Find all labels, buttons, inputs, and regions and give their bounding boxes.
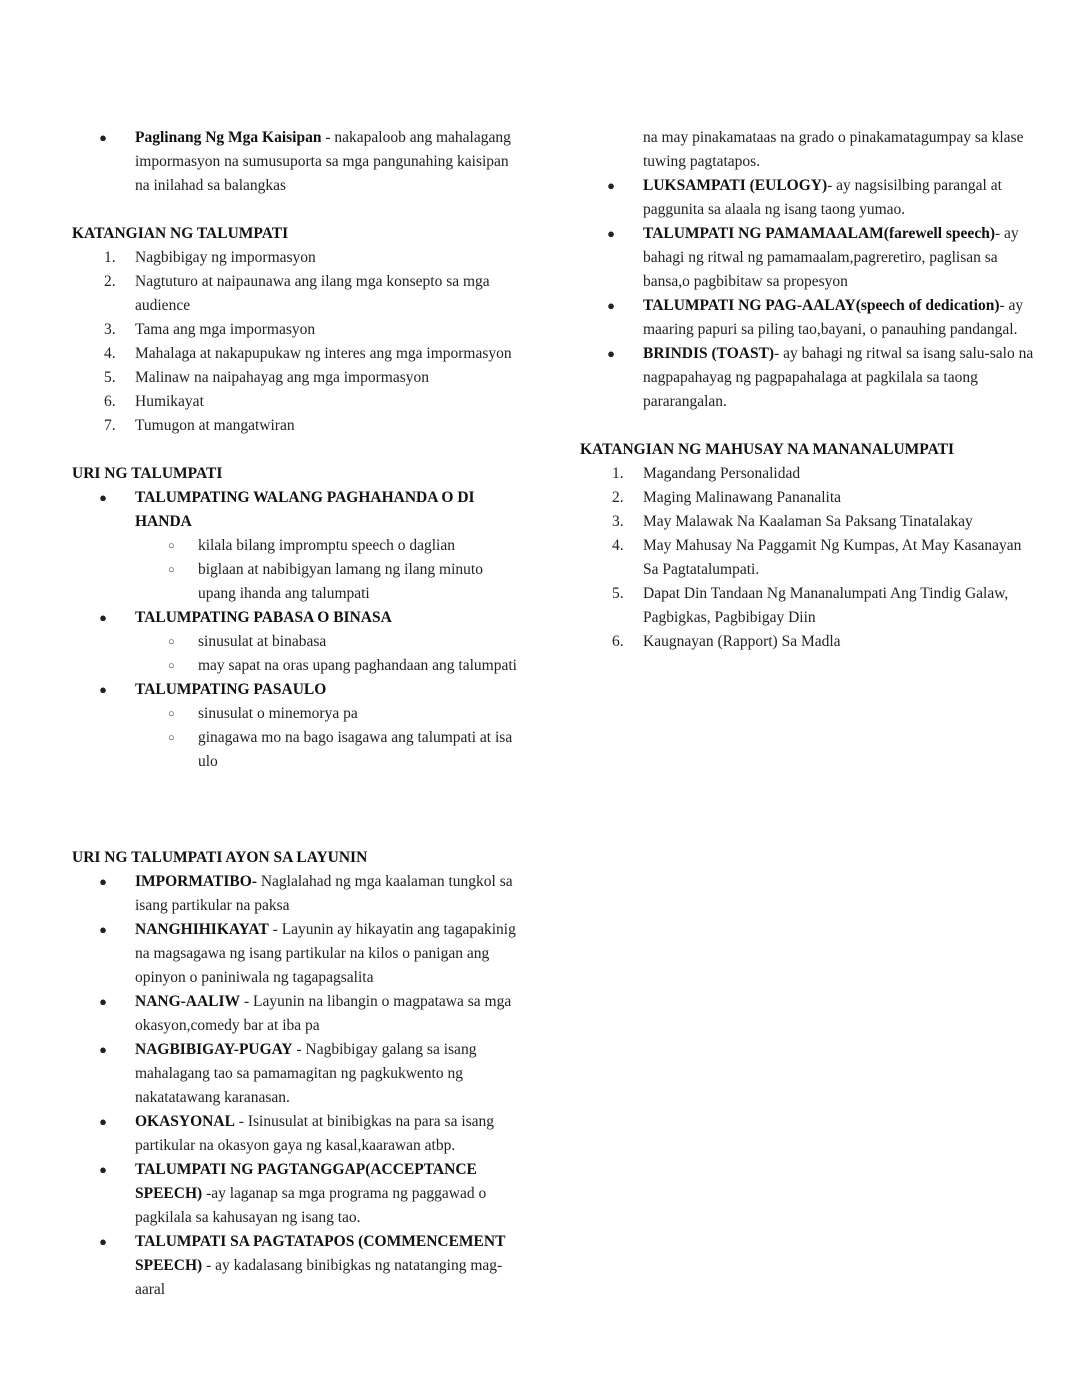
- circle-bullet-icon: ○: [168, 660, 175, 672]
- list-item: 6. Humikayat: [104, 393, 204, 410]
- term: Paglinang Ng Mga Kaisipan: [135, 129, 322, 146]
- bullet-icon: ●: [607, 298, 615, 313]
- bullet-icon: ●: [99, 922, 107, 937]
- bullet-item: ● TALUMPATING PABASA O BINASA: [72, 606, 522, 630]
- sub-item: ○ ginagawa mo na bago isagawa ang talumpati at isa ulo: [72, 726, 522, 774]
- sub-item: ○ sinusulat at binabasa: [72, 630, 522, 654]
- sub-item: ○ kilala bilang impromptu speech o daglian: [72, 534, 522, 558]
- continued-text: na may pinakamataas na grado o pinakamatagumpay sa klase tuwing pagtatapos.: [643, 129, 1024, 170]
- bullet-icon: ●: [99, 682, 107, 697]
- bullet-item: ● TALUMPATI SA PAGTATAPOS (COMMENCEMENT SPEECH) - ay kadalasang binibigkas ng natatanging mag-aaral: [72, 1230, 522, 1302]
- section-heading: KATANGIAN NG TALUMPATI: [72, 225, 289, 242]
- right-column: [580, 126, 1040, 654]
- bullet-item: ● LUKSAMPATI (EULOGY)- ay nagsisilbing parangal at paggunita sa alaala ng isang taong yumao.: [580, 174, 1040, 222]
- bullet-icon: ●: [99, 130, 107, 145]
- left-column: [72, 126, 522, 1302]
- bullet-item: ● NANGHIHIKAYAT - Layunin ay hikayatin ang tagapakinig na magsagawa ng isang partikular na kilos o panigan ang opinyon o paniniwala ng tagapagsalita: [72, 918, 522, 990]
- bullet-item: ● OKASYONAL - Isinusulat at binibigkas na para sa isang partikular na okasyon gaya ng kasal,kaarawan atbp.: [72, 1110, 522, 1158]
- circle-bullet-icon: ○: [168, 540, 175, 552]
- circle-bullet-icon: ○: [168, 732, 175, 744]
- bullet-icon: ●: [99, 1042, 107, 1057]
- bullet-item: ● NAGBIBIGAY-PUGAY - Nagbibigay galang sa isang mahalagang tao sa pamamagitan ng pagkukwento ng nakatatawang karanasan.: [72, 1038, 522, 1110]
- list-item: 3. Tama ang mga impormasyon: [104, 321, 316, 338]
- bullet-icon: ●: [607, 346, 615, 361]
- sub-item: ○ may sapat na oras upang paghandaan ang talumpati: [72, 654, 522, 678]
- sub-item: ○ sinusulat o minemorya pa: [72, 702, 522, 726]
- bullet-icon: ●: [99, 874, 107, 889]
- bullet-icon: ●: [99, 1114, 107, 1129]
- circle-bullet-icon: ○: [168, 708, 175, 720]
- list-item: 4. Mahalaga at nakapupukaw ng interes ang mga impormasyon: [104, 345, 512, 362]
- circle-bullet-icon: ○: [168, 564, 175, 576]
- list-item: 2. Nagtuturo at naipaunawa ang ilang mga konsepto sa mga audience: [104, 273, 490, 314]
- bullet-item: ● TALUMPATI NG PAGTANGGAP(ACCEPTANCE SPEECH) -ay laganap sa mga programa ng paggawad o pagkilala sa kahusayan ng isang tao.: [72, 1158, 522, 1230]
- bullet-item: [72, 126, 522, 198]
- section-heading: URI NG TALUMPATI: [72, 465, 223, 482]
- bullet-icon: ●: [99, 610, 107, 625]
- bullet-icon: ●: [99, 1162, 107, 1177]
- bullet-item: ● BRINDIS (TOAST)- ay bahagi ng ritwal sa isang salu-salo na nagpapahayag ng pagpapahalaga at pagkilala sa taong pararangalan.: [580, 342, 1040, 414]
- bullet-icon: ●: [607, 178, 615, 193]
- bullet-item: ● IMPORMATIBO- Naglalahad ng mga kaalaman tungkol sa isang partikular na paksa: [72, 870, 522, 918]
- list-item: 2. Maging Malinawang Pananalita: [612, 489, 842, 506]
- bullet-icon: ●: [99, 994, 107, 1009]
- list-item: 6. Kaugnayan (Rapport) Sa Madla: [612, 633, 841, 650]
- section-heading: KATANGIAN NG MAHUSAY NA MANANALUMPATI: [580, 441, 955, 458]
- list-item: 4. May Mahusay Na Paggamit Ng Kumpas, At May Kasanayan Sa Pagtatalumpati.: [612, 537, 1022, 578]
- bullet-icon: ●: [99, 1234, 107, 1249]
- bullet-item: ● TALUMPATING PASAULO: [72, 678, 522, 702]
- list-item: 5. Dapat Din Tandaan Ng Mananalumpati Ang Tindig Galaw, Pagbigkas, Pagbibigay Diin: [612, 585, 1009, 626]
- bullet-icon: ●: [99, 490, 107, 505]
- bullet-icon: ●: [607, 226, 615, 241]
- list-item: 3. May Malawak Na Kaalaman Sa Paksang Tinatalakay: [612, 513, 973, 530]
- description: - nakapaloob ang mahalagang impormasyon na sumusuporta sa mga pangunahing kaisipan na inilahad sa balangkas: [135, 129, 511, 194]
- bullet-item: ● TALUMPATI NG PAG-AALAY(speech of dedication)- ay maaring papuri sa piling tao,bayani, o panauhing pandangal.: [580, 294, 1040, 342]
- list-item: 7. Tumugon at mangatwiran: [104, 417, 295, 434]
- bullet-item: ● TALUMPATING WALANG PAGHAHANDA O DI HANDA: [72, 486, 522, 534]
- bullet-item: ● TALUMPATI NG PAMAMAALAM(farewell speech)- ay bahagi ng ritwal ng pamamaalam,pagreretiro, paglisan sa bansa,o pagbibitaw sa propesyon: [580, 222, 1040, 294]
- list-item: 1. Magandang Personalidad: [612, 465, 801, 482]
- section-heading: URI NG TALUMPATI AYON SA LAYUNIN: [72, 849, 368, 866]
- sub-item: ○ biglaan at nabibigyan lamang ng ilang minuto upang ihanda ang talumpati: [72, 558, 522, 606]
- numbered-list: [72, 246, 522, 438]
- bullet-item: ● NANG-AALIW - Layunin na libangin o magpatawa sa mga okasyon,comedy bar at iba pa: [72, 990, 522, 1038]
- list-item: 5. Malinaw na naipahayag ang mga impormasyon: [104, 369, 429, 386]
- numbered-list: [580, 462, 1040, 654]
- circle-bullet-icon: ○: [168, 636, 175, 648]
- list-item: 1. Nagbibigay ng impormasyon: [104, 249, 316, 266]
